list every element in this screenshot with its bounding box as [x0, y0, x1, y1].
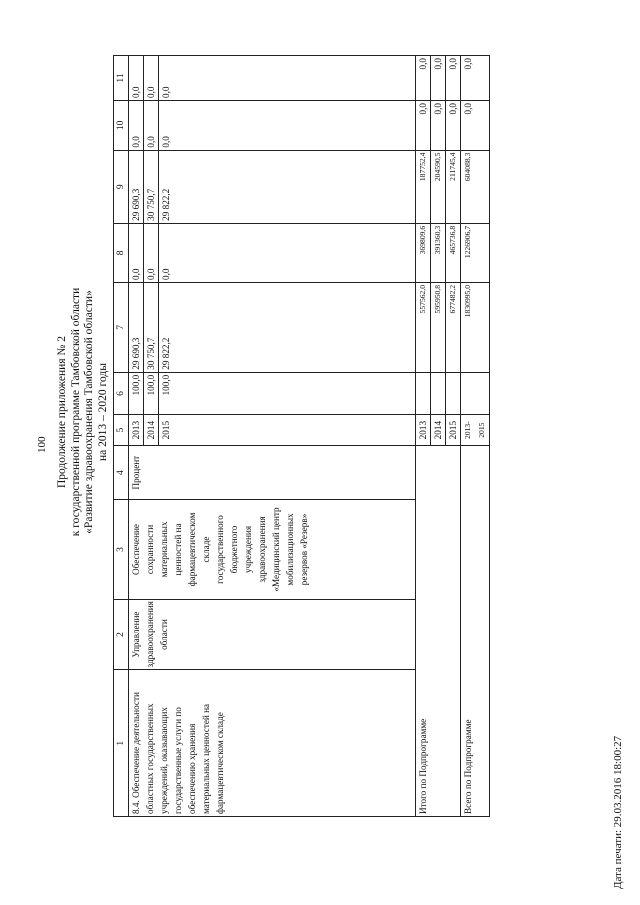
local-cell: 0,0: [416, 101, 431, 151]
empty-cell: [461, 372, 490, 415]
regional-cell: 187752,4: [416, 150, 431, 223]
col-num-4: 4: [114, 446, 129, 500]
local-cell: 0,0: [159, 101, 416, 151]
other-cell: 0,0: [159, 56, 416, 101]
federal-cell: 0,0: [159, 223, 416, 282]
other-cell: 0,0: [416, 56, 431, 101]
other-cell: 0,0: [461, 56, 490, 101]
budget-table: [113, 55, 490, 817]
row-8-4-unit: Процент: [129, 446, 416, 500]
federal-cell: 369809,6: [416, 223, 431, 282]
local-cell: 0,0: [144, 101, 159, 151]
total-cell: 677482,2: [446, 282, 461, 372]
local-cell: 0,0: [431, 101, 446, 151]
empty-cell: [416, 372, 431, 415]
print-date: Дата печати: 29.03.2016 18:00:27: [612, 735, 624, 889]
total-cell: 29 690,3: [129, 282, 144, 372]
header-line-1: Продолжение приложения № 2: [56, 335, 68, 489]
row-8-4-executor: Управление здравоохранения области: [129, 599, 416, 670]
year-cell: 2013: [416, 415, 431, 446]
grand-total-row: [461, 56, 490, 817]
total-cell: 29 822,2: [159, 282, 416, 372]
regional-cell: 29 690,3: [129, 150, 144, 223]
column-number-row: [114, 56, 129, 817]
year-cell: 2013-2015: [461, 415, 490, 446]
total-cell: 557562,0: [416, 282, 431, 372]
other-cell: 0,0: [129, 56, 144, 101]
federal-cell: 1226906,7: [461, 223, 490, 282]
federal-cell: 0,0: [144, 223, 159, 282]
other-cell: 0,0: [144, 56, 159, 101]
year-cell: 2014: [431, 415, 446, 446]
subtotal-label: Итого по Подпрограмме: [416, 446, 461, 817]
col-num-5: 5: [114, 415, 129, 446]
col-num-3: 3: [114, 500, 129, 599]
col-num-11: 11: [114, 56, 129, 101]
row-8-4-name: 8.4. Обеспечение деятельности областных государственных учреждений, оказывающих государственные услуги по обеспечению хранения материальных ценностей на фармацевтическом складе: [129, 670, 416, 817]
year-cell: 2013: [129, 415, 144, 446]
target-cell: 100,0: [129, 372, 144, 415]
federal-cell: 0,0: [129, 223, 144, 282]
regional-cell: 211745,4: [446, 150, 461, 223]
year-cell: 2015: [446, 415, 461, 446]
empty-cell: [431, 372, 446, 415]
other-cell: 0,0: [446, 56, 461, 101]
total-cell: 595950,8: [431, 282, 446, 372]
year-cell: 2014: [144, 415, 159, 446]
federal-cell: 465736,8: [446, 223, 461, 282]
other-cell: 0,0: [431, 56, 446, 101]
total-cell: 1830995,0: [461, 282, 490, 372]
target-cell: 100,0: [159, 372, 416, 415]
regional-cell: 30 750,7: [144, 150, 159, 223]
header-line-4: на 2013 – 2020 годы: [96, 363, 109, 461]
subtotal-row-2013: [416, 56, 431, 817]
regional-cell: 204590,5: [431, 150, 446, 223]
header-line-3: «Развитие здравоохранения Тамбовской области»: [83, 290, 95, 534]
row-8-4-year-2013: [129, 56, 144, 817]
col-num-7: 7: [114, 282, 129, 372]
col-num-9: 9: [114, 150, 129, 223]
grand-total-label: Всего по Подпрограмме: [461, 446, 490, 817]
regional-cell: 29 822,2: [159, 150, 416, 223]
col-num-8: 8: [114, 223, 129, 282]
row-8-4-result: Обеспечение сохранности материальных ценностей на фармацевтическом складе государственного бюджетного учреждения здравоохранения «Медицинский центр мобилизационных резервов «Резерв»: [129, 500, 416, 599]
page-number: 100: [36, 436, 48, 453]
col-num-6: 6: [114, 372, 129, 415]
local-cell: 0,0: [129, 101, 144, 151]
target-cell: 100,0: [144, 372, 159, 415]
appendix-header: [56, 182, 110, 642]
empty-cell: [446, 372, 461, 415]
federal-cell: 391360,3: [431, 223, 446, 282]
total-cell: 30 750,7: [144, 282, 159, 372]
regional-cell: 604088,3: [461, 150, 490, 223]
local-cell: 0,0: [461, 101, 490, 151]
col-num-1: 1: [114, 670, 129, 817]
header-line-2: к государственной программе Тамбовской области: [69, 287, 82, 537]
col-num-2: 2: [114, 599, 129, 670]
year-cell: 2015: [159, 415, 416, 446]
col-num-10: 10: [114, 101, 129, 151]
local-cell: 0,0: [446, 101, 461, 151]
